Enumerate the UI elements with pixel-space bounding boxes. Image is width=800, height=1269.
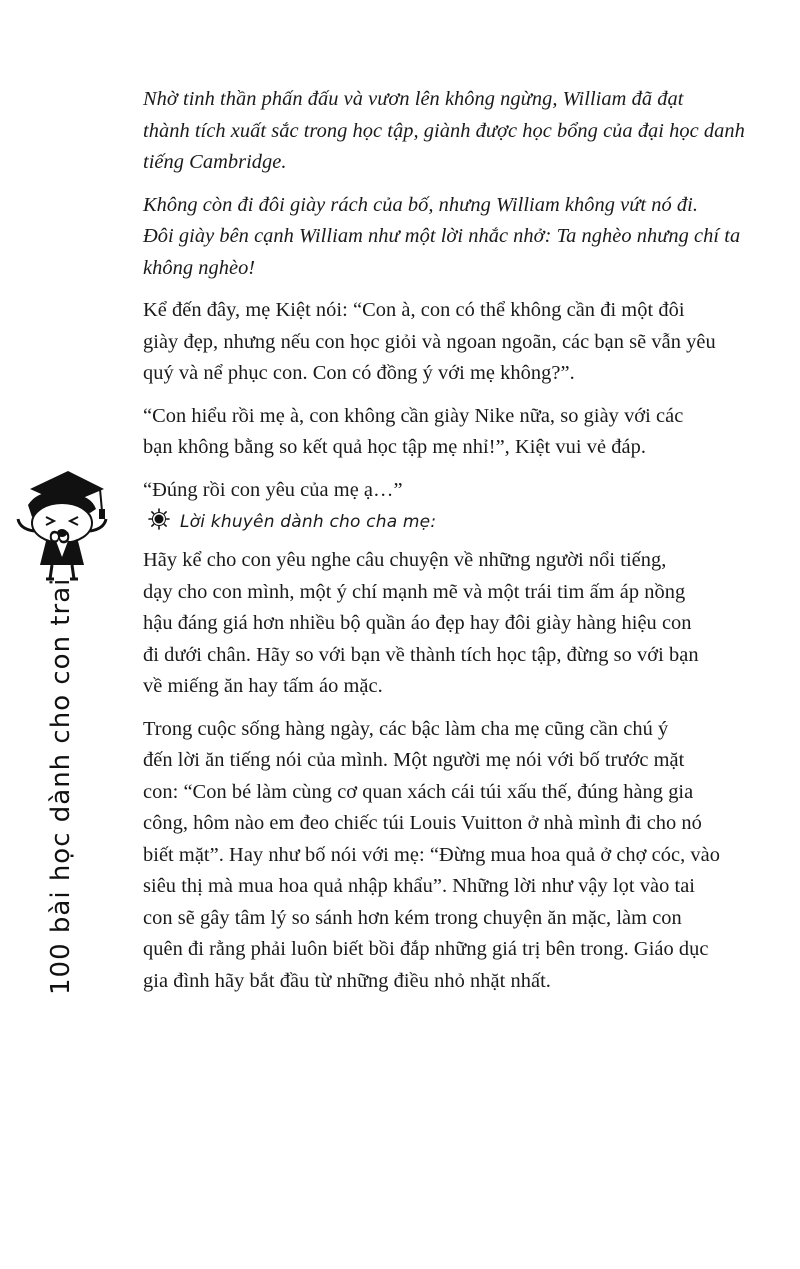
text-line: tiếng Cambridge. <box>143 151 287 173</box>
text-line: Đôi giày bên cạnh William như một lời nhắc nhở: Ta nghèo nhưng chí ta <box>143 225 741 247</box>
paragraph <box>143 401 783 464</box>
text-line: con sẽ gây tâm lý so sánh hơn kém trong chuyện ăn mặc, làm con <box>143 906 682 929</box>
advice-heading <box>148 508 436 535</box>
text-line: “Đúng rồi con yêu của mẹ ạ…” <box>143 478 403 501</box>
text-line: đi dưới chân. Hãy so với bạn về thành tích học tập, đừng so với bạn <box>143 643 699 666</box>
side-mark: 8 <box>46 527 76 546</box>
text-line: dạy cho con mình, một ý chí mạnh mẽ và một trái tim ấm áp nồng <box>143 580 686 603</box>
advice-heading-label: Lời khuyên dành cho cha mẹ: <box>180 511 437 532</box>
paragraph <box>143 190 783 285</box>
side-book-title <box>10 527 76 995</box>
text-line: quý và nể phục con. Con có đồng ý với mẹ không?”. <box>143 362 575 384</box>
advice-text <box>143 545 783 997</box>
text-line: “Con hiểu rồi mẹ à, con không cần giày Nike nữa, so giày với các <box>143 404 684 427</box>
text-line: không nghèo! <box>143 256 256 279</box>
text-line: giày đẹp, nhưng nếu con học giỏi và ngoan ngoãn, các bạn sẽ vẫn yêu <box>143 330 716 353</box>
sun-icon <box>148 508 170 535</box>
text-line: đến lời ăn tiếng nói của mình. Một người mẹ nói với bố trước mặt <box>143 749 685 771</box>
paragraph <box>143 545 783 703</box>
text-line: con: “Con bé làm cùng cơ quan xách cái túi xấu thế, đúng hàng gia <box>143 780 694 803</box>
text-line: hậu đáng giá hơn nhiều bộ quần áo đẹp hay đôi giày hàng hiệu con <box>143 612 692 634</box>
side-title-text: 100 bài học dành cho con trai <box>46 577 76 995</box>
text-line: Không còn đi đôi giày rách của bố, nhưng William không vứt nó đi. <box>143 193 699 216</box>
text-line: thành tích xuất sắc trong học tập, giành được học bổng của đại học danh <box>143 119 745 142</box>
text-line: quên đi rằng phải luôn biết bồi đắp những giá trị bên trong. Giáo dục <box>143 938 709 960</box>
text-line: Kể đến đây, mẹ Kiệt nói: “Con à, con có thể không cần đi một đôi <box>143 299 685 321</box>
story-text <box>143 84 783 506</box>
text-line: Nhờ tinh thần phấn đấu và vươn lên không ngừng, William đã đạt <box>143 88 684 110</box>
text-line: Hãy kể cho con yêu nghe câu chuyện về những người nổi tiếng, <box>143 549 667 571</box>
text-line: gia đình hãy bắt đầu từ những điều nhỏ nhặt nhất. <box>143 969 551 992</box>
text-line: Trong cuộc sống hàng ngày, các bậc làm cha mẹ cũng cần chú ý <box>143 717 669 740</box>
paragraph <box>143 84 783 179</box>
text-line: về miếng ăn hay tấm áo mặc. <box>143 675 383 697</box>
paragraph <box>143 295 783 390</box>
text-line: bạn không bằng so kết quả học tập mẹ nhỉ!”, Kiệt vui vẻ đáp. <box>143 436 647 458</box>
text-line: biết mặt”. Hay như bố nói với mẹ: “Đừng mua hoa quả ở chợ cóc, vào <box>143 843 720 866</box>
paragraph <box>143 714 783 998</box>
paragraph <box>143 475 783 507</box>
text-line: siêu thị mà mua hoa quả nhập khẩu”. Những lời như vậy lọt vào tai <box>143 875 696 897</box>
text-line: công, hôm nào em đeo chiếc túi Louis Vuitton ở nhà mình đi cho nó <box>143 812 702 834</box>
